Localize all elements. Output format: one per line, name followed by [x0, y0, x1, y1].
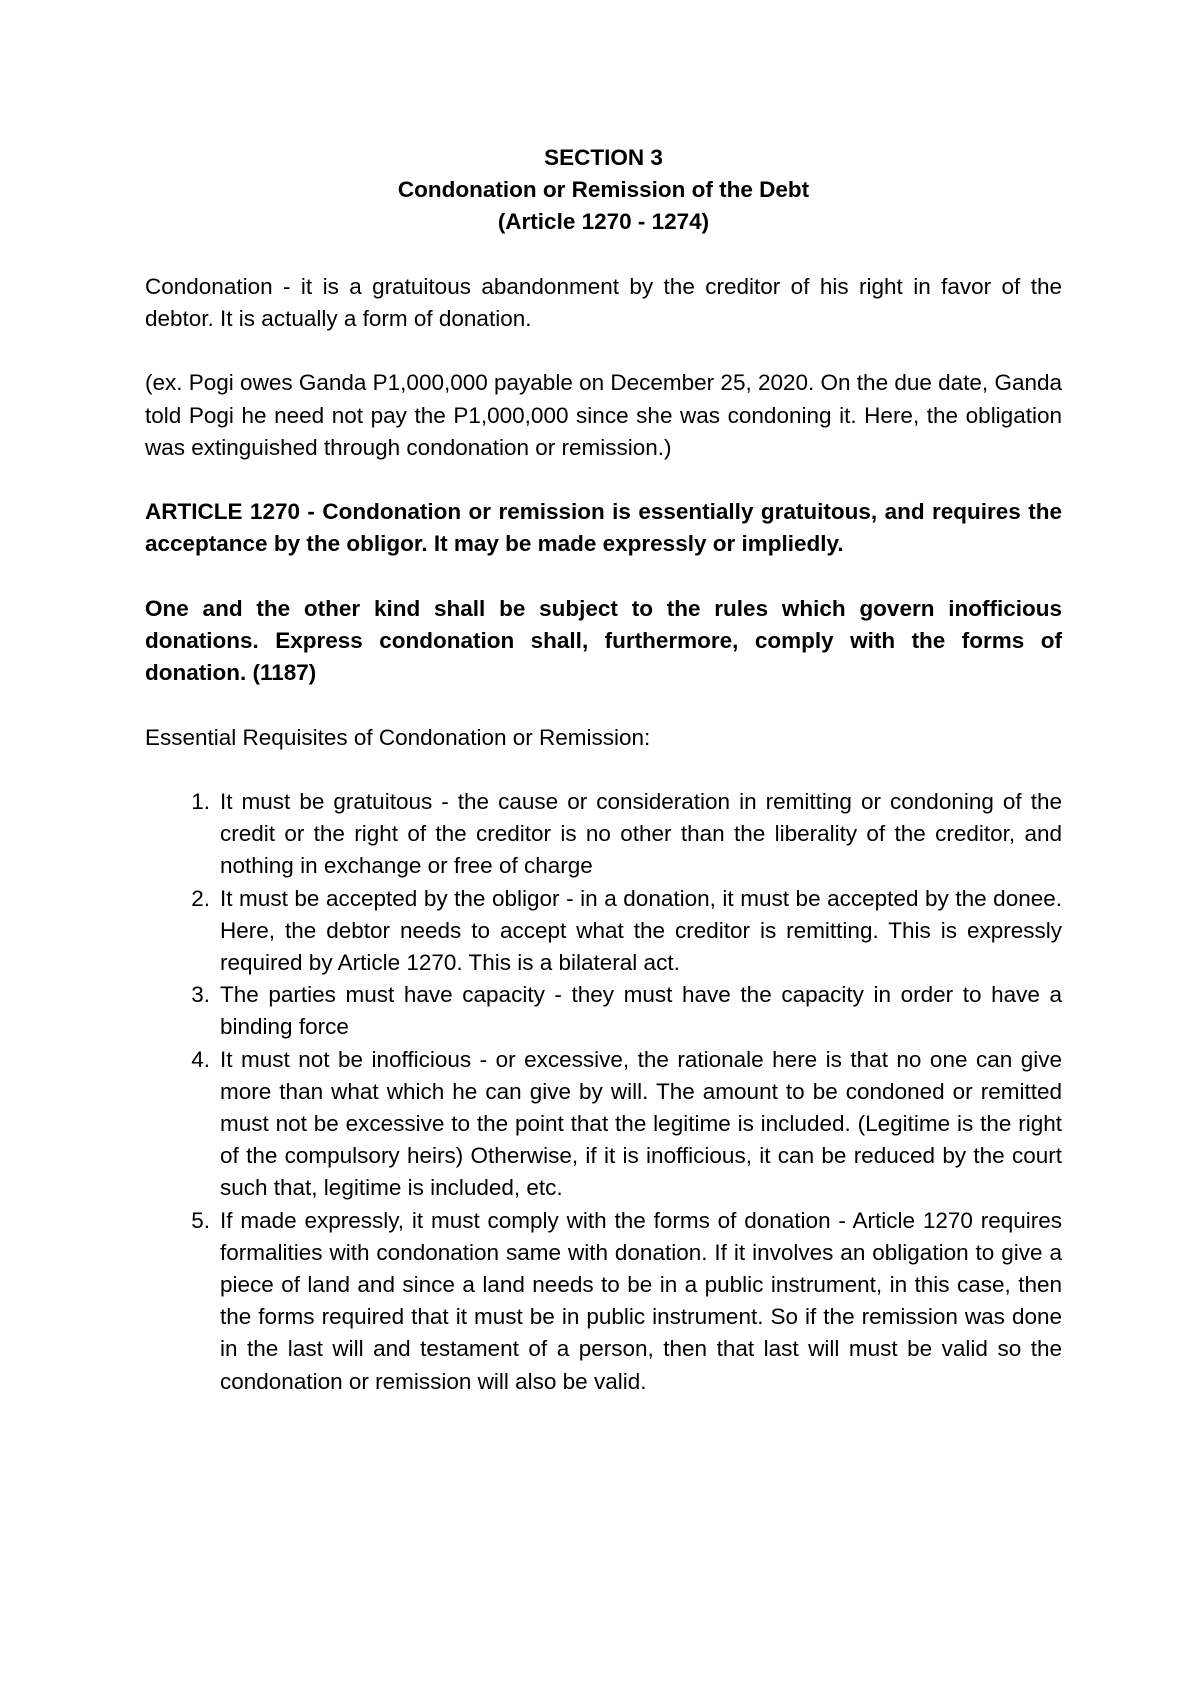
- list-item: [145, 883, 1062, 980]
- list-item-text: It must not be inofficious - or excessive, the rationale here is that no one can give more than what which he can give by will. The amount to be condoned or remitted must not be excessive to the point that the legitime is included. (Legitime is the right of the compulsory heirs) Otherwise, if it is inofficious, it can be reduced by the court such that, legitime is included, etc.: [220, 1046, 1062, 1201]
- spacer: [145, 464, 1062, 496]
- spacer: [145, 239, 1062, 271]
- list-item-number: 5.: [191, 1207, 210, 1233]
- requisites-heading: Essential Requisites of Condonation or Remission:: [145, 724, 651, 750]
- spacer: [145, 754, 1062, 786]
- list-item-text: It must be accepted by the obligor - in a donation, it must be accepted by the donee. Here, the debtor needs to accept what the creditor is remitting. This is expressly required by Article 1270. This is a bilateral act.: [220, 885, 1062, 975]
- list-item-number: 2.: [191, 885, 210, 911]
- document-body: [145, 142, 1062, 1398]
- list-item: [145, 1044, 1062, 1205]
- list-item: [145, 979, 1062, 1043]
- article-1270-paragraph-1: ARTICLE 1270 - Condonation or remission is essentially gratuitous, and requires the acceptance by the obligor. It may be made expressly or impliedly.: [145, 499, 1062, 557]
- list-item-text: The parties must have capacity - they must have the capacity in order to have a binding force: [220, 982, 1062, 1040]
- list-item: [145, 1205, 1062, 1398]
- spacer: [145, 561, 1062, 593]
- section-number: SECTION 3: [544, 145, 663, 170]
- list-item-text: It must be gratuitous - the cause or consideration in remitting or condoning of the credit or the right of the creditor is no other than the liberality of the creditor, and nothing in exchange or free of charge: [220, 788, 1062, 879]
- list-item-number: 3.: [191, 982, 210, 1008]
- condonation-definition: Condonation - it is a gratuitous abandonment by the creditor of his right in favor of the debtor. It is actually a form of donation.: [145, 273, 1062, 331]
- list-item: [145, 786, 1062, 883]
- article-1270-paragraph-2: One and the other kind shall be subject to the rules which govern inofficious donations. Express condonation shall, furthermore, comply with the forms of donation. (1187): [145, 595, 1062, 686]
- list-item-number: 4.: [191, 1046, 210, 1072]
- requisites-list: [145, 786, 1062, 1398]
- list-item-number: 1.: [191, 788, 210, 814]
- section-title: Condonation or Remission of the Debt: [397, 177, 810, 203]
- article-range: (Article 1270 - 1274): [497, 209, 710, 235]
- list-item-text: If made expressly, it must comply with the forms of donation - Article 1270 requires formalities with condonation same with donation. If it involves an obligation to give a piece of land and since a land needs to be in a public instrument, in this case, then the forms required that it must be in public instrument. So if the remission was done in the last will and testament of a person, then that last will must be valid so the condonation or remission will also be valid.: [220, 1207, 1062, 1394]
- spacer: [145, 689, 1062, 721]
- condonation-example: (ex. Pogi owes Ganda P1,000,000 payable on December 25, 2020. On the due date, Ganda told Pogi he need not pay the P1,000,000 since she was condoning it. Here, the obligation was extinguished through condonation or remission.): [145, 370, 1062, 460]
- spacer: [145, 335, 1062, 367]
